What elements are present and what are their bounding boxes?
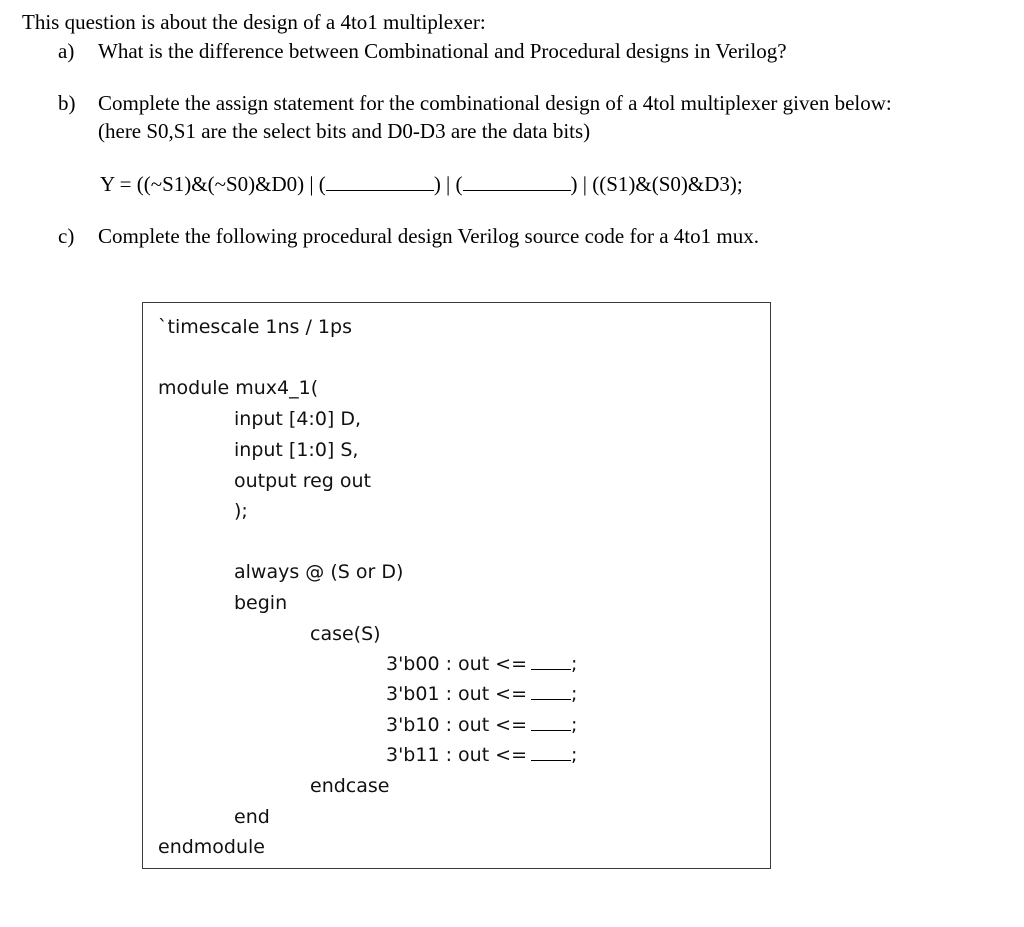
case-blank-3[interactable] [531,714,571,731]
code-case: case(S) [310,623,381,645]
code-close-ports: ); [234,500,248,522]
code-endmodule: endmodule [158,836,265,858]
code-case-row [386,743,577,767]
case-label: 3'b00 : out <= [386,653,528,675]
code-begin: begin [234,592,288,614]
code-case-row [386,713,577,737]
case-blank-4[interactable] [531,744,571,761]
code-end: end [234,806,270,828]
code-port-out: output reg out [234,470,372,492]
part-a-label: a) [58,39,75,63]
part-a-text: What is the difference between Combinational and Procedural designs in Verilog? [98,39,787,63]
assign-statement [100,171,743,197]
assign-part1: Y = ((~S1)&(~S0)&D0) | ( [100,172,326,196]
code-endcase: endcase [310,775,390,797]
part-c-label: c) [58,224,75,248]
part-b-text: Complete the assign statement for the combinational design of a 4tol multiplexer given below: [98,91,892,115]
question-intro: This question is about the design of a 4to1 multiplexer: [22,10,486,34]
part-b-text2: (here S0,S1 are the select bits and D0-D3 are the data bits) [98,119,591,143]
case-label: 3'b11 : out <= [386,744,528,766]
code-timescale: `timescale 1ns / 1ps [158,316,352,338]
case-label: 3'b01 : out <= [386,683,528,705]
code-module-decl: module mux4_1( [158,377,319,399]
semicolon: ; [571,653,578,675]
assign-blank-1[interactable] [326,172,434,191]
code-port-d: input [4:0] D, [234,408,362,430]
case-blank-1[interactable] [531,653,571,670]
assign-part2: ) | ( [433,172,463,196]
semicolon: ; [571,744,578,766]
assign-blank-2[interactable] [463,172,571,191]
part-b-label: b) [58,91,76,115]
case-blank-2[interactable] [531,683,571,700]
part-c-text: Complete the following procedural design Verilog source code for a 4to1 mux. [98,224,759,248]
code-port-s: input [1:0] S, [234,439,359,461]
code-case-row [386,682,577,706]
code-case-row [386,652,577,676]
assign-part3: ) | ((S1)&(S0)&D3); [570,172,743,196]
semicolon: ; [571,683,578,705]
case-label: 3'b10 : out <= [386,714,528,736]
semicolon: ; [571,714,578,736]
code-always: always @ (S or D) [234,561,404,583]
